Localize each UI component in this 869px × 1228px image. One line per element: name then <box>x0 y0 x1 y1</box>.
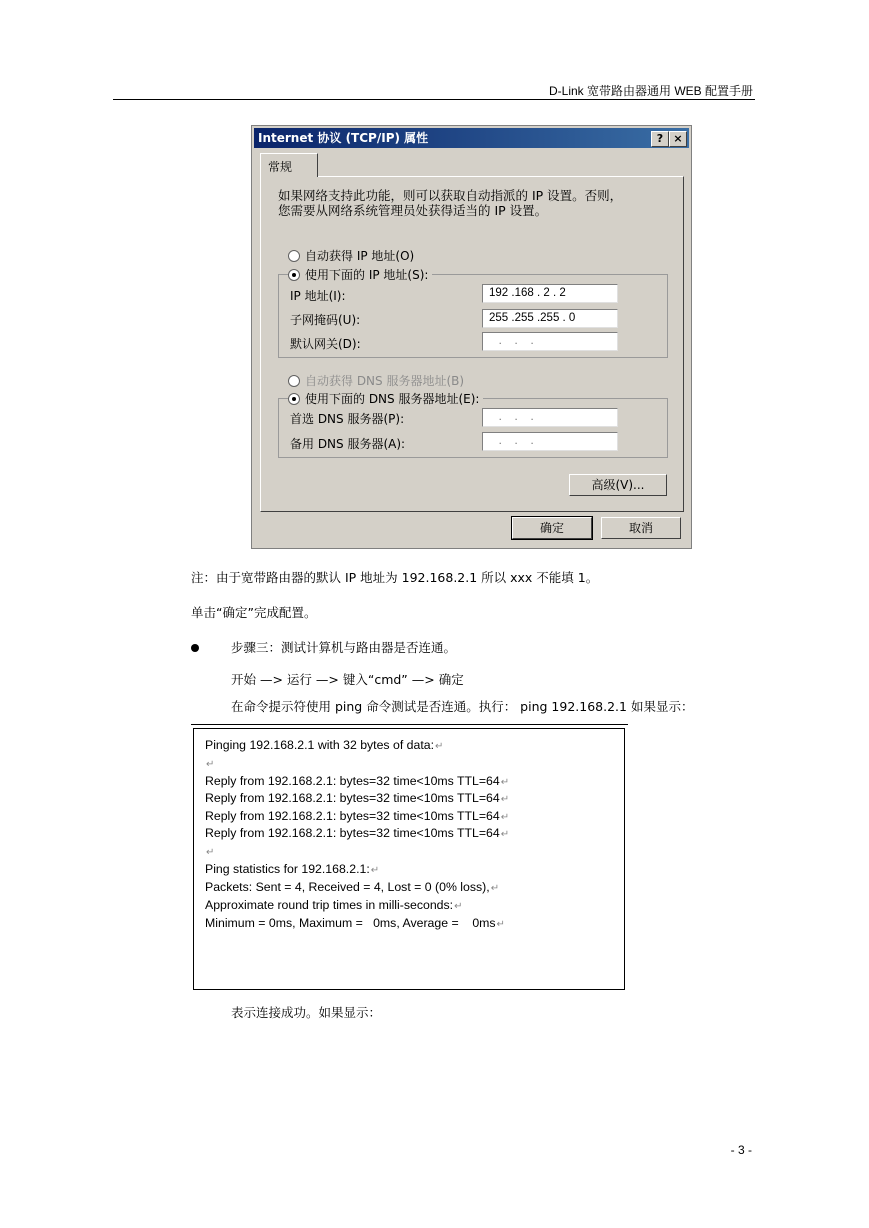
cancel-button[interactable]: 取消 <box>601 517 681 539</box>
console-line: Ping statistics for 192.168.2.1:↵ <box>205 862 380 876</box>
default-gateway-field[interactable]: . . . <box>482 332 618 351</box>
console-line: Reply from 192.168.2.1: bytes=32 time<10ms TTL=64↵ <box>205 774 510 788</box>
console-line: Approximate round trip times in milli-seconds:↵ <box>205 898 463 912</box>
dialog-titlebar <box>254 128 689 148</box>
radio-manual-dns-circle <box>288 393 300 405</box>
advanced-button[interactable]: 高级(V)... <box>569 474 667 496</box>
page-header-title: D-Link 宽带路由器通用 WEB 配置手册 <box>548 84 753 98</box>
dialog-title: Internet 协议 (TCP/IP) 属性 <box>258 131 429 145</box>
section-rule <box>191 724 628 725</box>
intro-line-2: 您需要从网络系统管理员处获得适当的 IP 设置。 <box>278 203 548 218</box>
radio-auto-dns-label: 自动获得 DNS 服务器地址(B) <box>305 374 465 388</box>
result-text: 表示连接成功。如果显示： <box>231 1005 382 1020</box>
tab-general[interactable]: 常规 <box>260 153 318 177</box>
note-text: 注：由于宽带路由器的默认 IP 地址为 192.168.2.1 所以 xxx 不能填 1。 <box>191 570 599 585</box>
console-line: ↵ <box>206 759 215 770</box>
step3-text: 步骤三：测试计算机与路由器是否连通。 <box>231 640 457 655</box>
console-line: Reply from 192.168.2.1: bytes=32 time<10ms TTL=64↵ <box>205 791 510 805</box>
subnet-mask-field[interactable]: 255 .255 .255 . 0 <box>482 309 618 328</box>
preferred-dns-label: 首选 DNS 服务器(P): <box>290 412 405 426</box>
help-icon[interactable]: ? <box>651 131 669 147</box>
subnet-mask-label: 子网掩码(U): <box>290 313 361 327</box>
ip-address-label: IP 地址(I): <box>290 289 346 303</box>
console-line: Minimum = 0ms, Maximum = 0ms, Average = 0ms↵ <box>205 916 505 930</box>
header-rule <box>113 99 755 100</box>
radio-manual-ip-circle <box>288 269 300 281</box>
console-line: ↵ <box>206 847 215 858</box>
radio-auto-ip[interactable] <box>288 247 414 264</box>
console-line: Reply from 192.168.2.1: bytes=32 time<10ms TTL=64↵ <box>205 826 510 840</box>
radio-manual-dns[interactable] <box>288 390 483 407</box>
start-run-path: 开始 —> 运行 —> 键入“cmd” —> 确定 <box>231 672 464 687</box>
default-gateway-label: 默认网关(D): <box>290 337 361 351</box>
radio-auto-ip-circle <box>288 250 300 262</box>
intro-line-1: 如果网络支持此功能，则可以获取自动指派的 IP 设置。否则， <box>278 188 623 203</box>
ping-instruction: 在命令提示符使用 ping 命令测试是否连通。执行： ping 192.168.2.1 如果显示： <box>231 699 694 714</box>
close-icon[interactable]: × <box>669 131 687 147</box>
page-number: - 3 - <box>730 1143 752 1157</box>
ip-address-field[interactable]: 192 .168 . 2 . 2 <box>482 284 618 303</box>
radio-auto-ip-label: 自动获得 IP 地址(O) <box>305 249 415 263</box>
console-line: Packets: Sent = 4, Received = 4, Lost = 0 (0% loss),↵ <box>205 880 500 894</box>
radio-auto-dns[interactable] <box>288 372 464 389</box>
ping-output-box <box>193 728 625 990</box>
radio-manual-ip[interactable] <box>288 266 432 283</box>
alternate-dns-label: 备用 DNS 服务器(A): <box>290 437 406 451</box>
tcpip-properties-dialog <box>251 125 692 549</box>
intro-text <box>278 188 668 218</box>
preferred-dns-field[interactable]: . . . <box>482 408 618 427</box>
console-line: Reply from 192.168.2.1: bytes=32 time<10ms TTL=64↵ <box>205 809 510 823</box>
radio-manual-ip-label: 使用下面的 IP 地址(S): <box>305 268 429 282</box>
alternate-dns-field[interactable]: . . . <box>482 432 618 451</box>
radio-manual-dns-label: 使用下面的 DNS 服务器地址(E): <box>305 392 480 406</box>
radio-auto-dns-circle <box>288 375 300 387</box>
ok-button[interactable]: 确定 <box>512 517 592 539</box>
console-line: Pinging 192.168.2.1 with 32 bytes of data:↵ <box>205 738 444 752</box>
bullet-icon <box>191 644 199 652</box>
confirm-text: 单击“确定”完成配置。 <box>191 605 317 620</box>
